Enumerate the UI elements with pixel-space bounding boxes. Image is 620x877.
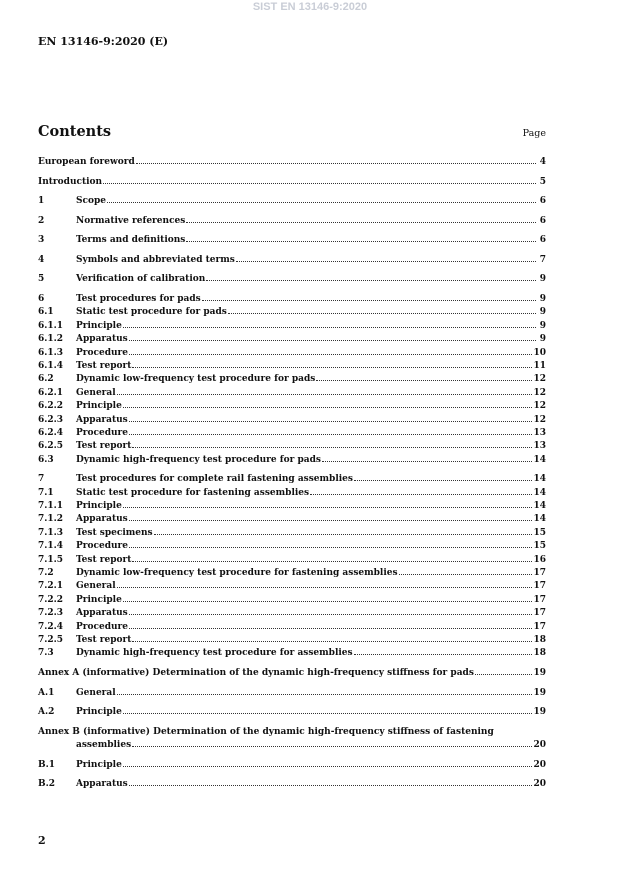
- toc-entry[interactable]: [38, 234, 546, 247]
- toc-entry-title: General: [76, 687, 116, 698]
- dot-leader: [475, 674, 533, 675]
- toc-entry-page: 5: [539, 176, 546, 187]
- page-column-label: Page: [522, 128, 546, 139]
- dot-leader: [228, 313, 536, 314]
- toc-entry-page: 19: [533, 687, 546, 698]
- dot-leader: [107, 202, 536, 203]
- toc-entry-title: Principle: [76, 707, 122, 718]
- toc-entry-page: 12: [533, 374, 546, 385]
- toc-entry[interactable]: [38, 554, 546, 567]
- toc-entry-title: Test report: [76, 361, 132, 371]
- toc-entry[interactable]: [38, 273, 546, 286]
- toc-entry[interactable]: [38, 414, 546, 427]
- toc-entry-number: 6.3: [38, 454, 54, 465]
- toc-entry-number: B.1: [38, 759, 56, 770]
- toc-entry-number: 7.2.3: [38, 608, 64, 619]
- toc-entry[interactable]: [38, 500, 546, 513]
- toc-entry[interactable]: [38, 156, 546, 169]
- toc-entry-title: Principle: [76, 401, 122, 412]
- toc-entry[interactable]: [38, 400, 546, 413]
- toc-entry-page: 9: [539, 307, 546, 318]
- toc-entry-page: 10: [533, 347, 546, 358]
- toc-entry-number: 7.3: [38, 648, 54, 659]
- toc-entry-title: Test report: [76, 554, 132, 565]
- contents-heading: Contents: [38, 123, 112, 140]
- dot-leader: [129, 434, 532, 435]
- toc-entry[interactable]: [38, 621, 546, 634]
- dot-leader: [316, 380, 532, 381]
- toc-entry-page: 12: [533, 401, 546, 412]
- toc-entry-title: Principle: [76, 759, 122, 770]
- dot-leader: [310, 494, 532, 495]
- toc-entry-title: Terms and definitions: [76, 235, 186, 246]
- toc-entry-number: 6.2: [38, 374, 54, 385]
- toc-entry-title: Apparatus: [76, 608, 128, 619]
- dot-leader: [132, 561, 532, 562]
- dot-leader: [132, 447, 532, 448]
- dot-leader: [117, 394, 533, 395]
- toc-entry[interactable]: [38, 667, 546, 680]
- toc-entry-page: 6: [539, 215, 546, 226]
- toc-entry-title: Apparatus: [76, 414, 128, 425]
- toc-entry-number: 7.2: [38, 568, 54, 579]
- toc-entry-page: 9: [539, 334, 546, 345]
- toc-entry-title: Principle: [76, 594, 122, 605]
- toc-entry-title: Symbols and abbreviated terms: [76, 254, 235, 265]
- dot-leader: [123, 766, 533, 767]
- dot-leader: [202, 300, 536, 301]
- toc-entry-title: Procedure: [76, 541, 129, 552]
- toc-entry[interactable]: [38, 759, 546, 772]
- toc-entry-title: Static test procedure for pads: [76, 307, 227, 318]
- toc-entry-number: 7.2.4: [38, 621, 64, 632]
- toc-entry-page: 9: [539, 274, 546, 285]
- toc-entry-page: 12: [533, 414, 546, 425]
- toc-entry-page: 16: [533, 554, 546, 565]
- toc-entry-title: Test procedures for complete rail fastening assemblies: [76, 474, 353, 485]
- dot-leader: [103, 183, 536, 184]
- toc-entry-title: Static test procedure for fastening assemblies: [76, 487, 310, 498]
- toc-entry-page: 7: [539, 254, 546, 265]
- toc-entry-page: 6: [539, 235, 546, 246]
- toc-entry-number: 6.2.3: [38, 414, 64, 425]
- toc-entry-title: Dynamic high-frequency test procedure for pads: [76, 454, 321, 465]
- toc-entry[interactable]: [38, 427, 546, 440]
- toc-entry[interactable]: [38, 487, 546, 500]
- toc-entry-page: 19: [533, 707, 546, 718]
- toc-entry-number: 5: [38, 274, 45, 285]
- dot-leader: [132, 367, 532, 368]
- toc-entry[interactable]: [38, 454, 546, 467]
- toc-entry[interactable]: [38, 293, 546, 306]
- toc-entry[interactable]: [38, 687, 546, 700]
- toc-entry-title: European foreword: [38, 157, 135, 167]
- toc-entry[interactable]: [38, 473, 546, 486]
- toc-entry[interactable]: [38, 176, 546, 189]
- toc-entry-number: 7.1.3: [38, 527, 64, 538]
- dot-leader: [129, 520, 533, 521]
- toc-entry-title: Annex B (informative) Determination of the dynamic high-frequency stiffness of fastening: [38, 726, 494, 737]
- toc-entry[interactable]: [38, 607, 546, 620]
- toc-entry-title: Principle: [76, 501, 122, 512]
- dot-leader: [136, 163, 536, 164]
- toc-entry[interactable]: [38, 594, 546, 607]
- toc-entry-page: 14: [533, 501, 546, 512]
- toc-entry-page: 6: [539, 196, 546, 207]
- dot-leader: [129, 340, 536, 341]
- dot-leader: [186, 241, 536, 242]
- toc-entry-number: 7.1.5: [38, 554, 64, 565]
- toc-entry-title: Verification of calibration: [76, 274, 206, 285]
- toc-entry-number: 7.1.2: [38, 514, 64, 525]
- toc-entry-number: 6.2.5: [38, 441, 64, 452]
- toc-entry-number: 6.1.3: [38, 347, 64, 358]
- toc-entry-number: 6.2.2: [38, 401, 64, 412]
- toc-entry-title: Apparatus: [76, 779, 128, 790]
- toc-entry-title: Procedure: [76, 621, 129, 632]
- toc-entry-page: 14: [533, 454, 546, 465]
- toc-entry[interactable]: [38, 513, 546, 526]
- toc-entry[interactable]: [38, 567, 546, 580]
- toc-entry-title: Normative references: [76, 215, 186, 226]
- table-of-contents: [38, 156, 546, 792]
- toc-entry[interactable]: [38, 440, 546, 453]
- toc-entry-page: 15: [533, 527, 546, 538]
- toc-entry-page: 20: [533, 740, 546, 751]
- toc-entry-number: 6: [38, 294, 45, 305]
- toc-entry[interactable]: [38, 706, 546, 719]
- toc-entry[interactable]: [38, 360, 546, 373]
- toc-entry-title: General: [76, 581, 116, 592]
- dot-leader: [399, 574, 533, 575]
- toc-entry-title: Test report: [76, 635, 132, 645]
- dot-leader: [132, 641, 532, 642]
- dot-leader: [123, 601, 533, 602]
- dot-leader: [129, 785, 533, 786]
- toc-entry-page: 18: [533, 648, 546, 659]
- dot-leader: [129, 354, 532, 355]
- dot-leader: [186, 222, 536, 223]
- toc-entry-title: Dynamic high-frequency test procedure for assemblies: [76, 648, 353, 659]
- toc-entry-title: Scope: [76, 196, 107, 207]
- toc-entry-page: 14: [533, 487, 546, 498]
- dot-leader: [123, 713, 533, 714]
- toc-entry-title: Apparatus: [76, 334, 128, 345]
- toc-entry-title-continued: assemblies: [76, 740, 132, 751]
- toc-entry-number: 6.1.2: [38, 334, 64, 345]
- toc-entry-title: Test specimens: [76, 527, 153, 538]
- dot-leader: [129, 614, 533, 615]
- toc-entry-number: 7: [38, 474, 45, 485]
- toc-entry[interactable]: [38, 195, 546, 208]
- toc-entry-number: 6.1: [38, 307, 54, 318]
- dot-leader: [132, 746, 532, 747]
- page-number: 2: [38, 834, 46, 847]
- toc-entry-title: Annex A (informative) Determination of the dynamic high-frequency stiffness for pads: [38, 667, 474, 678]
- dot-leader: [123, 507, 533, 508]
- toc-entry[interactable]: [38, 306, 546, 319]
- toc-entry-page: 20: [533, 779, 546, 790]
- toc-entry-number: 6.2.4: [38, 427, 64, 438]
- watermark: SIST EN 13146-9:2020: [252, 1, 368, 13]
- toc-entry-number: 6.1.1: [38, 320, 64, 331]
- dot-leader: [129, 628, 532, 629]
- toc-entry-title: Dynamic low-frequency test procedure for fastening assemblies: [76, 568, 398, 579]
- toc-entry[interactable]: [38, 580, 546, 593]
- toc-entry-number: 4: [38, 254, 45, 265]
- toc-entry[interactable]: [38, 333, 546, 346]
- toc-entry[interactable]: [38, 527, 546, 540]
- toc-entry-page: 17: [533, 568, 546, 579]
- toc-entry-page: 17: [533, 594, 546, 605]
- toc-entry-page: 13: [533, 441, 546, 452]
- toc-entry-page: 14: [533, 474, 546, 485]
- toc-entry-title: Introduction: [38, 176, 103, 187]
- toc-entry[interactable]: [38, 373, 546, 386]
- dot-leader: [154, 534, 533, 535]
- toc-entry-title: Test report: [76, 441, 132, 452]
- toc-entry[interactable]: [38, 540, 546, 553]
- dot-leader: [236, 261, 536, 262]
- toc-entry-page: 4: [539, 157, 546, 167]
- toc-entry-page: 14: [533, 514, 546, 525]
- toc-entry-page: 12: [533, 387, 546, 398]
- toc-entry-title: General: [76, 387, 116, 398]
- toc-entry-title: Apparatus: [76, 514, 128, 525]
- dot-leader: [354, 480, 532, 481]
- toc-entry-number: 6.1.4: [38, 361, 64, 371]
- toc-entry[interactable]: [38, 634, 546, 647]
- toc-entry-page: 17: [533, 621, 546, 632]
- dot-leader: [117, 587, 533, 588]
- toc-entry[interactable]: [38, 347, 546, 360]
- toc-entry-page: 20: [533, 759, 546, 770]
- toc-entry[interactable]: [38, 254, 546, 267]
- toc-entry-page: 17: [533, 608, 546, 619]
- toc-entry-number: 2: [38, 215, 45, 226]
- toc-entry-page: 13: [533, 427, 546, 438]
- toc-entry-page: 9: [539, 294, 546, 305]
- document-header: EN 13146-9:2020 (E): [38, 35, 169, 48]
- toc-entry-number: A.2: [38, 707, 55, 718]
- toc-entry-page: 18: [533, 635, 546, 645]
- toc-entry[interactable]: [38, 778, 546, 791]
- toc-entry-number: 7.1: [38, 487, 54, 498]
- dot-leader: [206, 280, 536, 281]
- toc-entry-number: 7.1.4: [38, 541, 64, 552]
- toc-entry-page: 9: [539, 320, 546, 331]
- toc-entry-title: Test procedures for pads: [76, 294, 201, 305]
- toc-entry-number: 1: [38, 196, 45, 207]
- toc-entry[interactable]: [38, 215, 546, 228]
- toc-entry-page: 19: [533, 667, 546, 678]
- toc-entry-title: Principle: [76, 320, 122, 331]
- toc-entry-page: 17: [533, 581, 546, 592]
- toc-entry-number: 7.2.5: [38, 635, 64, 645]
- toc-entry-number: A.1: [38, 687, 55, 698]
- toc-entry-number: 3: [38, 235, 45, 246]
- dot-leader: [123, 407, 533, 408]
- toc-entry-title: Dynamic low-frequency test procedure for pads: [76, 374, 316, 385]
- dot-leader: [117, 694, 533, 695]
- dot-leader: [129, 547, 532, 548]
- dot-leader: [123, 327, 536, 328]
- toc-entry[interactable]: [38, 387, 546, 400]
- dot-leader: [322, 461, 533, 462]
- toc-entry-page: 15: [533, 541, 546, 552]
- dot-leader: [354, 654, 533, 655]
- toc-entry[interactable]: [38, 647, 546, 660]
- toc-entry-page: 11: [533, 361, 546, 371]
- toc-entry-title: Procedure: [76, 347, 129, 358]
- toc-entry-title: Procedure: [76, 427, 129, 438]
- toc-entry-number: 7.2.2: [38, 594, 64, 605]
- toc-entry-number: B.2: [38, 779, 56, 790]
- toc-entry-number: 7.2.1: [38, 581, 64, 592]
- toc-entry-number: 6.2.1: [38, 387, 64, 398]
- toc-entry-number: 7.1.1: [38, 501, 64, 512]
- toc-entry[interactable]: [38, 726, 546, 753]
- toc-entry[interactable]: [38, 320, 546, 333]
- dot-leader: [129, 421, 533, 422]
